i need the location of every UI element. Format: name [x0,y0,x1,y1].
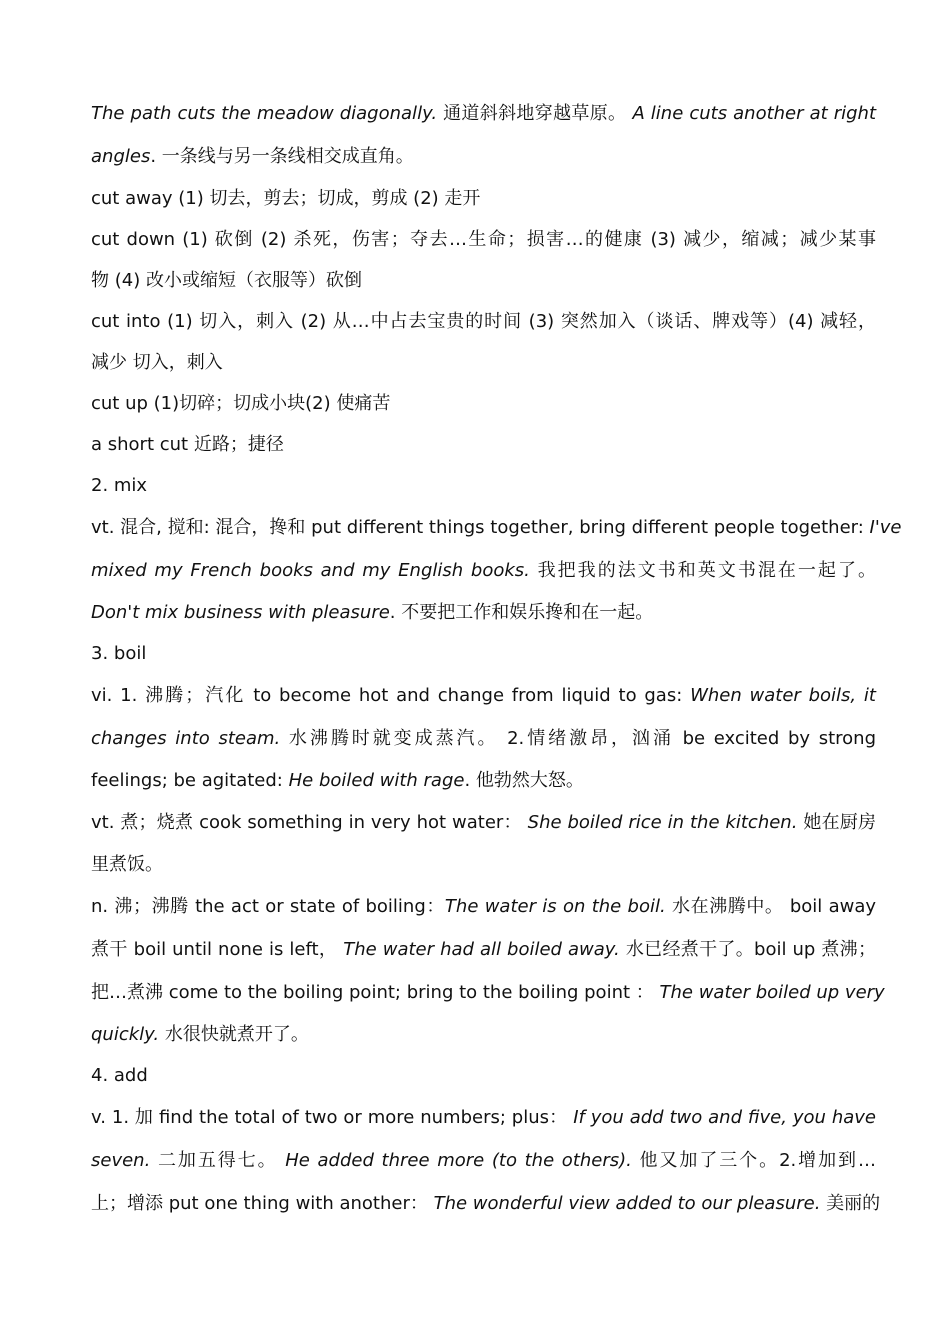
text-line [91,1139,876,1182]
definition-text: 水沸腾时就变成蒸汽。 2.情绪激昂，汹涌 be excited by strong [280,728,876,749]
definition-text: 她在厨房 [797,812,876,833]
definition-text: 里煮饭。 [91,854,163,875]
text-line [91,801,876,844]
example-sentence: The water boiled up very [659,982,885,1003]
text-line [91,178,876,219]
definition-text: 3. boil [91,643,147,664]
definition-text: 上；增添 put one thing with another： [91,1193,434,1214]
definition-text: 把…煮沸 come to the boiling point; bring to the boiling point ： [91,982,660,1003]
definition-text: 二加五得七。 [150,1150,286,1171]
example-sentence: changes into steam. [91,728,281,749]
definition-text: 4. add [91,1065,148,1086]
example-sentence: I've [869,517,902,538]
definition-text: vt. 混合, 搅和: 混合，搀和 put different things together, bring different people together: [91,517,870,538]
text-line [91,506,902,549]
text-line [91,92,876,135]
example-sentence: The water is on the boil. [444,896,666,917]
text-line [91,301,876,342]
example-sentence: She boiled rice in the kitchen. [527,812,798,833]
text-line [91,260,876,301]
text-line [91,885,876,928]
example-sentence: He added three more (to the others). [285,1150,632,1171]
text-line [91,1055,876,1096]
text-line [91,717,876,760]
definition-text: cut up (1)切碎；切成小块(2) 使痛苦 [91,393,391,414]
example-sentence: Don't mix business with pleasure [91,602,390,623]
example-sentence: He boiled with rage [288,770,465,791]
definition-text: 美丽的 [820,1193,881,1214]
text-line [91,633,876,674]
text-line [91,674,876,717]
text-line [91,424,876,465]
example-sentence: The water had all boiled away. [343,939,620,960]
example-sentence: When water boils, it [690,685,876,706]
text-line [91,342,876,383]
definition-text: 煮干 boil until none is left， [91,939,344,960]
example-sentence: The wonderful view added to our pleasure. [433,1193,821,1214]
example-sentence: angles [91,146,151,167]
definition-text: . 不要把工作和娱乐搀和在一起。 [389,602,654,623]
definition-text: 水很快就煮开了。 [159,1024,309,1045]
definition-text: v. 1. 加 find the total of two or more numbers; plus： [91,1107,574,1128]
text-line [91,465,876,506]
text-line [91,383,876,424]
definition-text: 通道斜斜地穿越草原。 [437,103,633,124]
document-page [91,92,902,1225]
example-sentence: A line cuts another at right [632,103,876,124]
text-line [91,844,876,885]
text-line [91,135,876,178]
definition-text: vi. 1. 沸腾；汽化 to become hot and change from liquid to gas: [91,685,691,706]
text-line [91,1182,881,1225]
definition-text: 减少 切入，刺入 [91,352,223,373]
text-line [91,971,885,1014]
text-line [91,1096,876,1139]
definition-text: n. 沸；沸腾 the act or state of boiling： [91,896,445,917]
definition-text: 我把我的法文书和英文书混在一起了。 [529,560,876,581]
definition-text: cut into (1) 切入，刺入 (2) 从…中占去宝贵的时间 (3) 突然加入（谈话、牌戏等）(4) 减轻， [91,311,876,332]
text-line [91,760,876,801]
definition-text: vt. 煮；烧煮 cook something in very hot water： [91,812,528,833]
definition-text: 水已经煮干了。boil up 煮沸； [619,939,876,960]
definition-text: cut down (1) 砍倒 (2) 杀死，伤害；夺去…生命；损害…的健康 (3) 减少，缩减；减少某事 [91,229,876,250]
example-sentence: quickly. [91,1024,160,1045]
example-sentence: If you add two and five, you have [573,1107,876,1128]
definition-text: cut away (1) 切去，剪去；切成，剪成 (2) 走开 [91,188,481,209]
definition-text: feelings; be agitated: [91,770,289,791]
text-line [91,219,876,260]
example-sentence: The path cuts the meadow diagonally. [91,103,438,124]
definition-text: . 一条线与另一条线相交成直角。 [150,146,414,167]
text-line [91,549,876,592]
example-sentence: seven. [91,1150,151,1171]
text-line [91,592,876,633]
text-line [91,1014,876,1055]
definition-text: 物 (4) 改小或缩短（衣服等）砍倒 [91,270,362,291]
definition-text: a short cut 近路；捷径 [91,434,284,455]
definition-text: 水在沸腾中。 boil away [665,896,877,917]
definition-text: 他又加了三个。2.增加到… [631,1150,876,1171]
text-line [91,928,876,971]
definition-text: . 他勃然大怒。 [464,770,584,791]
definition-text: 2. mix [91,475,148,496]
example-sentence: mixed my French books and my English books. [91,560,530,581]
